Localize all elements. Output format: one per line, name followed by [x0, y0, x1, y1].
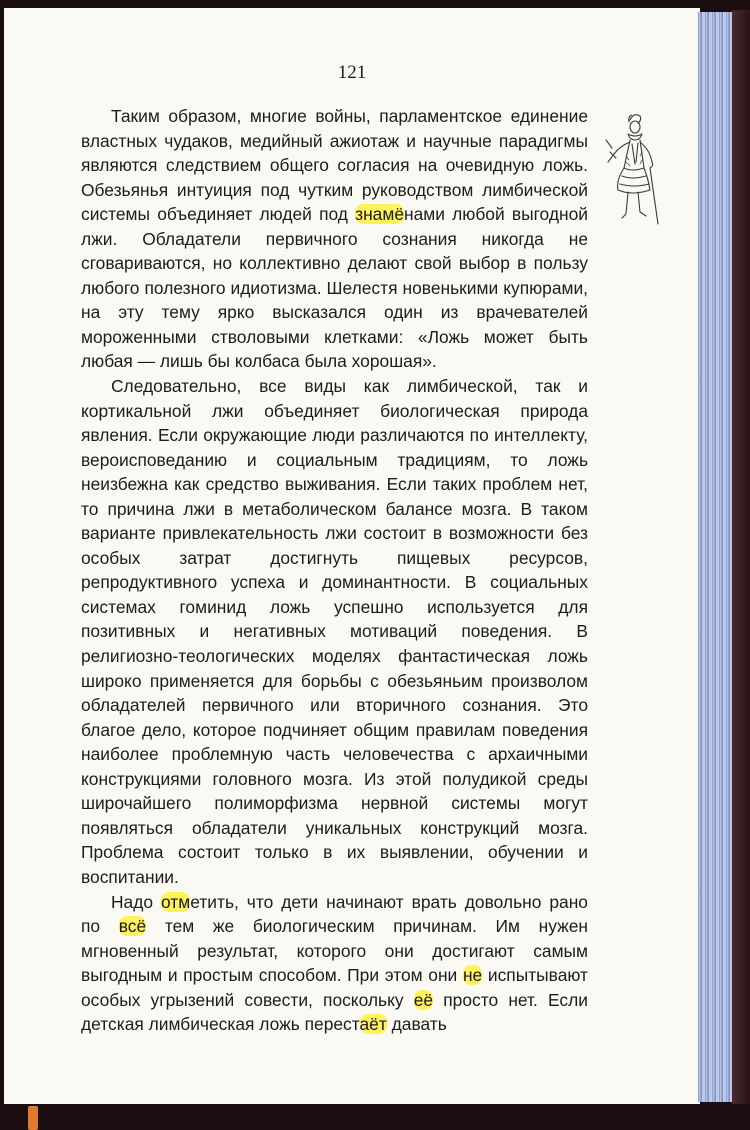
- highlight-mark: её: [413, 989, 434, 1010]
- text-run: нами любой выгодной лжи. Обладатели первичного сознания никогда не сговариваются, но коллективно делают свой выбор в пользу любого полезного идиотизма. Шелестя новенькими купюрами, на эту тему ярко высказался один из врачевателей мороженными стволовыми клетками: «Ложь может быть любая — лишь бы колбаса была хорошая».: [81, 204, 588, 372]
- page-number: 121: [337, 62, 367, 83]
- highlight-mark: знамё: [355, 204, 404, 225]
- book-cover-edge: [732, 10, 750, 1108]
- highlight-mark: отм: [161, 891, 191, 912]
- highlight-mark: не: [462, 965, 483, 986]
- book-bottom-edge: [0, 1104, 750, 1130]
- highlight-mark: аёт: [359, 1014, 387, 1035]
- jester-figure-icon: [602, 110, 664, 228]
- text-run: етить, что дети начинают врать довольно рано по: [81, 891, 588, 937]
- bookmark-ribbon: [28, 1106, 38, 1130]
- paragraph: [81, 104, 588, 374]
- body-text: [81, 104, 588, 1037]
- text-run: Следовательно, все виды как лимбической, так и кортикальной лжи объединяет биологическая природа явления. Если окружающие люди различаются по интеллекту, вероисповеданию и социальным традициям, то ложь неизбежна как средство выживания. Если таких проблем нет, то причина лжи в метаболическом балансе мозга. В таком варианте привлекательность лжи состоит в возможности без особых затрат достигнуть пищевых ресурсов, репродуктивного успеха и доминантности. В социальных системах гоминид ложь успешно используется для позитивных и негативных мотиваций поведения. В религиозно-теологических моделях фантастическая ложь широко применяется для борьбы с обезьяньим произволом обладателей первичного или вторичного сознания. Это благое дело, которое подчиняет общим правилам поведения наиболее проблемную часть человечества с архаичными конструкциями головного мозга. Из этой полудикой среды широчайшего полиморфизма нервной системы могут появляться обладатели уникальных конструкций мозга. Проблема состоит только в их выявлении, обучении и воспитании.: [81, 376, 588, 887]
- paragraph: [81, 890, 588, 1037]
- highlight-mark: всё: [118, 916, 147, 937]
- book-page: [4, 8, 700, 1106]
- text-run: испытывают особых угрызений совести, поскольку: [81, 965, 589, 1010]
- text-run: Надо: [111, 891, 161, 912]
- text-run: Таким образом, многие войны, парламентское единение властных чудаков, медийный ажиотаж и научные парадигмы являются следствием общего согласия на очевидную ложь. Обезьянья интуиция под чутким руководством лимбической системы объединяет людей под: [81, 106, 588, 225]
- text-run: просто нет. Если детская лимбическая ложь перест: [81, 989, 588, 1035]
- page-edges: [698, 12, 732, 1102]
- text-run: тем же биологическим причинам. Им нужен мгновенный результат, которого они достигают самым выгодным и простым способом. При этом они: [81, 916, 589, 986]
- paragraph: [81, 374, 588, 889]
- text-run: давать: [386, 1014, 447, 1035]
